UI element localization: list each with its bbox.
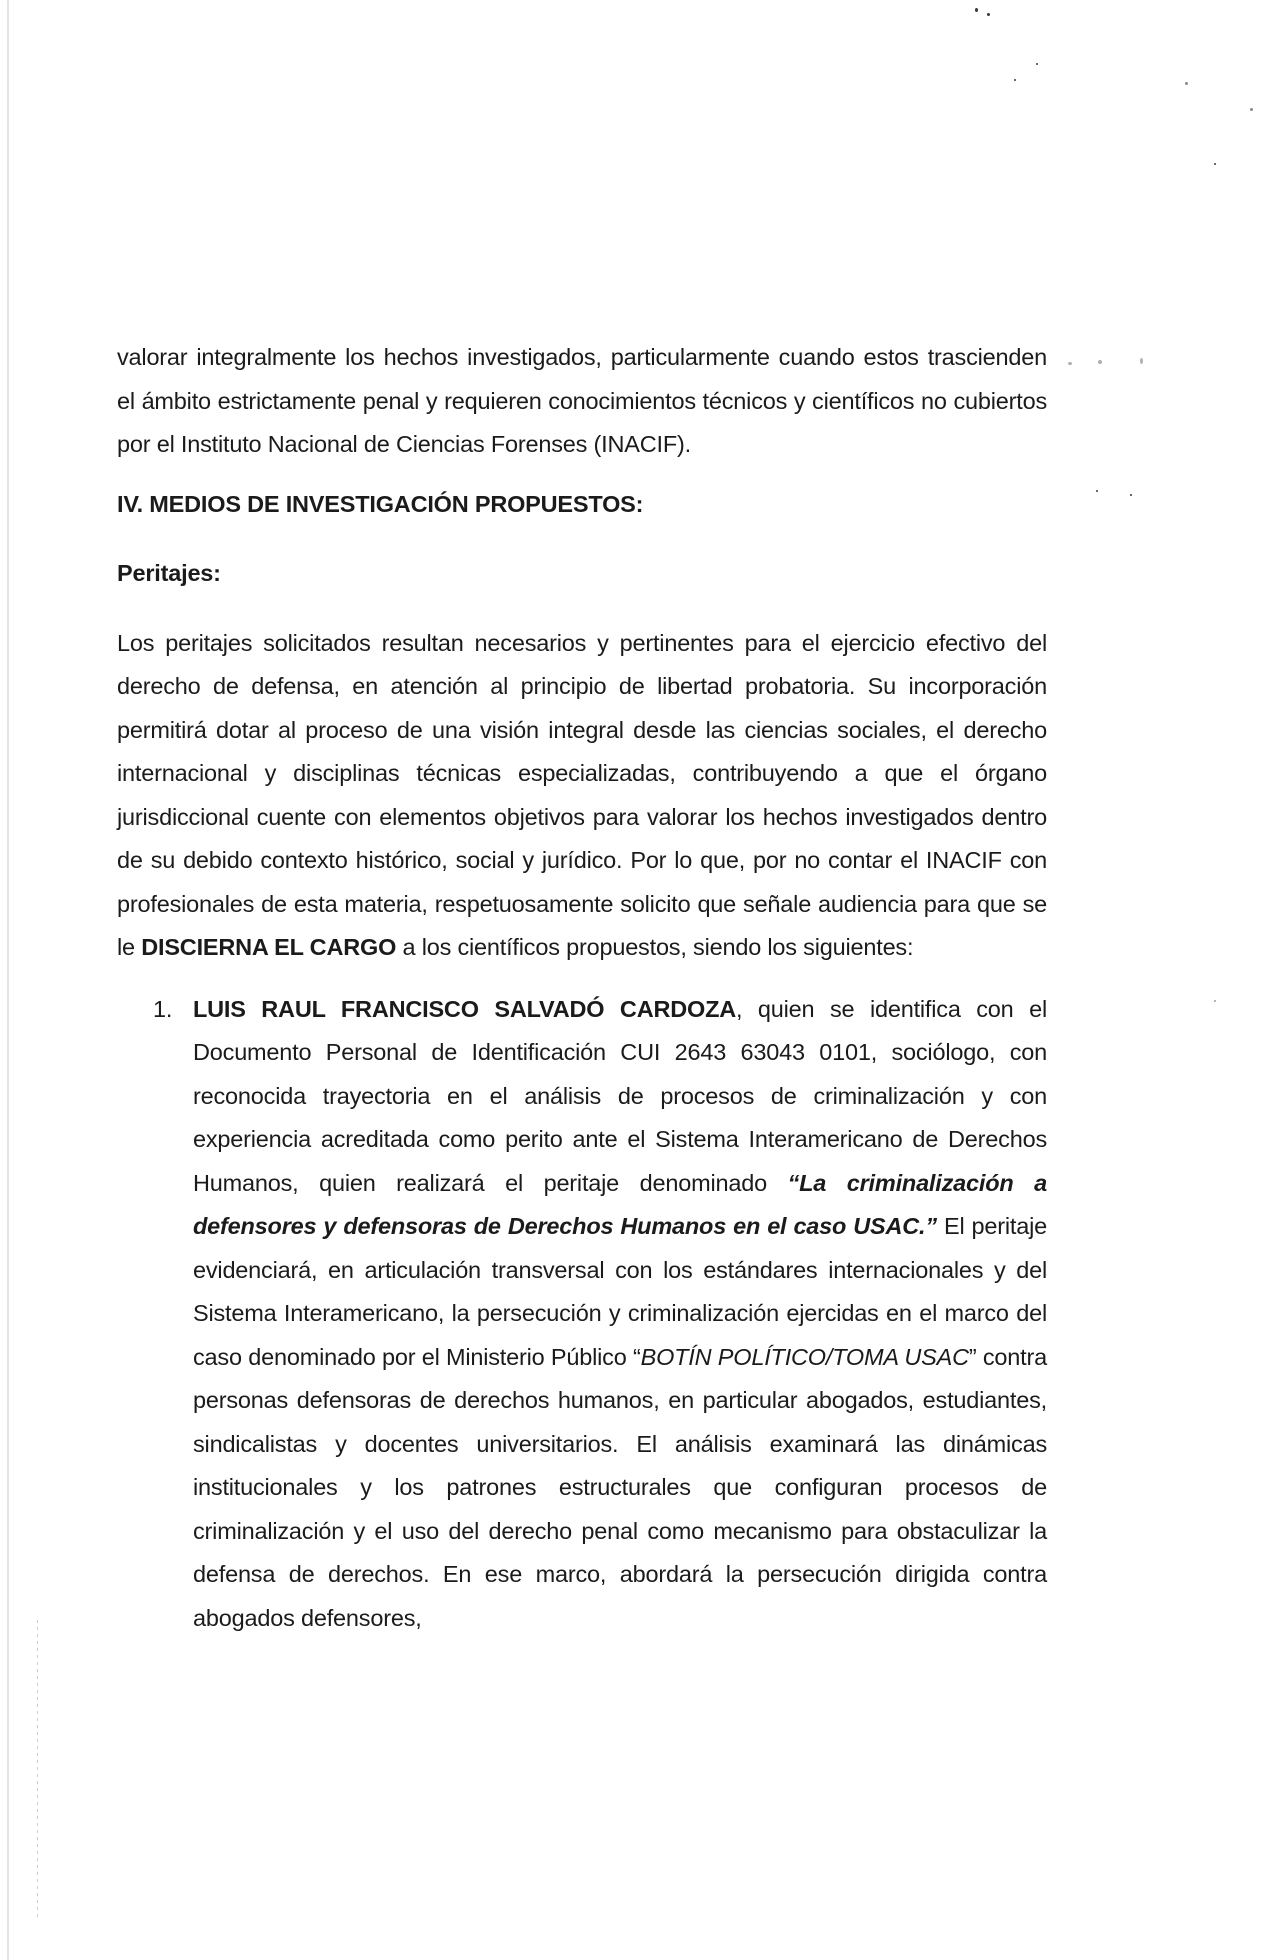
section-heading: IV. MEDIOS DE INVESTIGACIÓN PROPUESTOS: [117,490,644,517]
main-paragraph-text: Los peritajes solicitados resultan necesarios y pertinentes para el ejercicio efectivo del derecho de defensa, en atención al principio de libertad probatoria. Su incorporación permitirá dotar al proceso de una visión integral desde las ciencias sociales, el derecho internacional y disciplinas técnicas especializadas, contribuyendo a que el órgano jurisdiccional cuente con elementos objetivos para valorar los hechos investigados dentro de su debido contexto histórico, social y jurídico. Por lo que, por no contar el INACIF con profesionales de esta materia, respetuosamente solicito que señale audiencia para que se le [117,629,1047,960]
scan-speck [1214,163,1216,165]
main-paragraph-text-end: a los científicos propuestos, siendo los siguientes: [396,934,914,960]
scan-speck [1096,490,1098,492]
expert-item [117,988,1047,1641]
scan-speck [975,8,978,12]
scan-speck [1036,63,1038,65]
expert-description: , quien se identifica con el Documento Personal de Identificación CUI 2643 63043 0101, sociólogo, con reconocida trayectoria en el análisis de procesos de criminalización y con experiencia acreditada como perito ante el Sistema Interamericano de Derechos Humanos, quien realizará el peritaje denominado [193,995,1048,1196]
scan-speck [1140,358,1143,364]
main-paragraph [117,622,1047,970]
page-edge [7,0,9,1960]
scan-speck [1014,79,1016,81]
scan-speck [1130,494,1132,496]
case-name: BOTÍN POLÍTICO/TOMA USAC [640,1343,969,1370]
scan-artifact-line [37,1620,38,1920]
expert-description-end: ” contra personas defensoras de derechos humanos, en particular abogados, estudiantes, sindicalistas y docentes universitarios. El análisis examinará las dinámicas institucionales y los patrones estructurales que configuran procesos de criminalización y el uso del derecho penal como mecanismo para obstaculizar la defensa de derechos. En ese marco, abordará la persecución dirigida contra abogados defensores, [193,1343,1047,1631]
scan-speck [1214,1000,1216,1002]
expert-number: 1. [153,995,173,1022]
expert-description-continued: El peritaje evidenciará, en articulación transversal con los estándares internacionales y del Sistema Interamericano, la persecución y criminalización ejercidas en el marco del caso denominado por el Ministerio Público “ [193,1213,1047,1370]
expertise-title: “La criminalización a defensores y defensoras de Derechos Humanos en el caso USAC.” [193,1169,1047,1239]
expert-list [117,988,1047,1641]
subheading-peritajes: Peritajes: [117,560,221,586]
scan-speck [1250,108,1253,111]
scan-speck [1098,360,1102,364]
scan-speck [1068,362,1072,365]
document-body [117,336,1047,1640]
scan-speck [1185,82,1188,85]
intro-paragraph: valorar integralmente los hechos investigados, particularmente cuando estos trascienden el ámbito estrictamente penal y requieren conocimientos técnicos y científicos no cubiertos por el Instituto Nacional de Ciencias Forenses (INACIF). [117,344,1047,457]
expert-name: LUIS RAUL FRANCISCO SALVADÓ CARDOZA [193,995,737,1022]
discierna-el-cargo-text: DISCIERNA EL CARGO [141,934,397,960]
scan-speck [987,13,990,16]
